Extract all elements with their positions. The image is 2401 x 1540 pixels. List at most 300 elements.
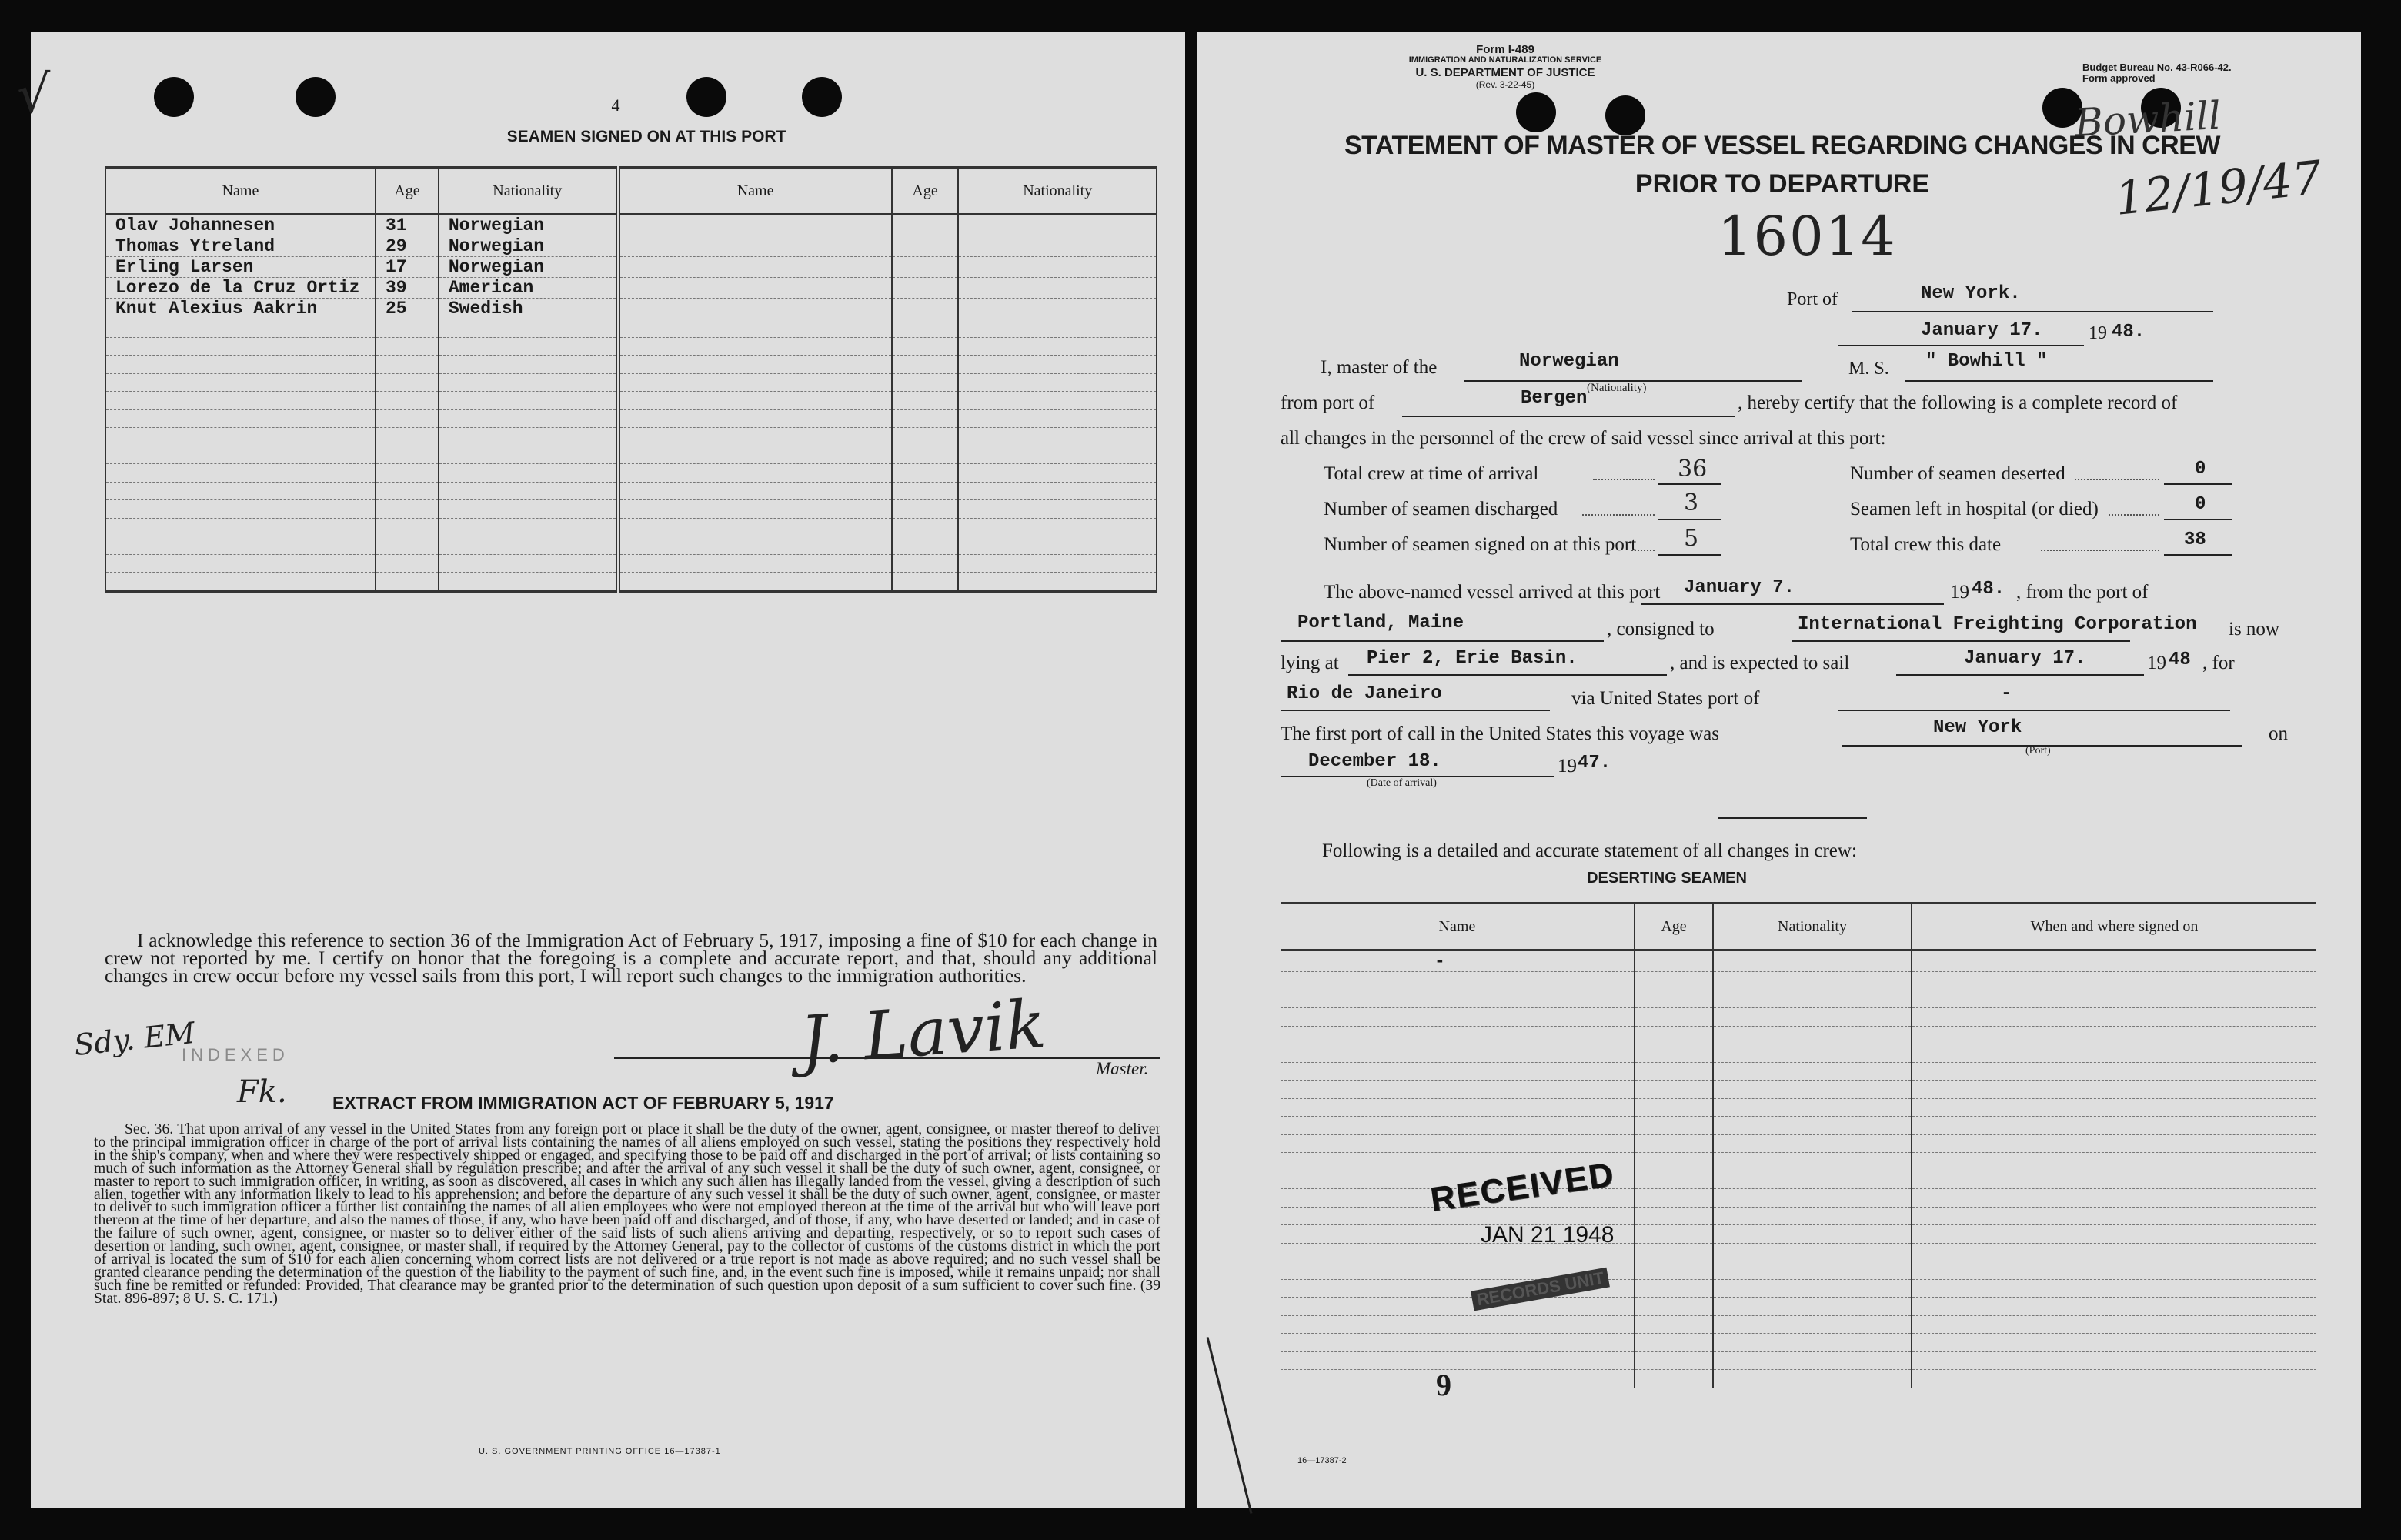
cell-age	[1635, 1261, 1713, 1280]
stat-dots	[1631, 550, 1655, 551]
punch-hole	[1516, 92, 1556, 132]
indexed-stamp: INDEXED	[182, 1045, 289, 1064]
cell-nationality	[1713, 972, 1912, 990]
master-label: Master.	[1096, 1059, 1149, 1078]
cell-nationality	[439, 554, 618, 573]
cell-when-where	[1912, 1207, 2316, 1225]
cell-nationality	[1713, 1225, 1912, 1244]
col-header-when-where: When and where signed on	[1912, 904, 2316, 950]
cell-name	[105, 356, 376, 374]
stat-line	[1658, 519, 1721, 520]
port-caption: (Port)	[2025, 745, 2051, 757]
cell-age-2	[892, 392, 959, 410]
table-row	[105, 278, 1157, 299]
cell-nationality: Norwegian	[439, 236, 618, 257]
cell-age-2	[892, 236, 959, 257]
table-row	[105, 257, 1157, 278]
vessel-name: " Bowhill "	[1925, 351, 2048, 372]
cell-nationality-2	[958, 482, 1157, 500]
cell-nationality	[1713, 1351, 1912, 1370]
cell-age	[1635, 972, 1713, 990]
table-row	[1281, 1279, 2316, 1298]
cell-name-2	[618, 299, 892, 319]
cell-name	[1281, 1026, 1635, 1044]
cell-age	[376, 500, 439, 519]
acknowledgment-text: I acknowledge this reference to section 36 of the Immigration Act of February 5, 1917, imposing a fine of $10 for each change in crew not reported by me. I certify on honor that the foregoing is a complete and accurate report, and that, should any additional changes in crew occur before my vessel sails from this port, I will report such changes to the immigration authorities.	[105, 929, 1157, 987]
cell-age-2	[892, 257, 959, 278]
table-row	[105, 392, 1157, 410]
printer-line: U. S. GOVERNMENT PRINTING OFFICE 16—17387-1	[479, 1447, 721, 1456]
cell-nationality-2	[958, 392, 1157, 410]
cell-when-where	[1912, 1044, 2316, 1063]
stat-signed-on-label: Number of seamen signed on at this port	[1324, 534, 1637, 555]
stat-dots	[2075, 479, 2159, 480]
cell-age-2	[892, 409, 959, 428]
stat-discharged-label: Number of seamen discharged	[1324, 499, 1558, 519]
cell-name: Erling Larsen	[105, 257, 376, 278]
cell-nationality-2	[958, 373, 1157, 392]
right-page	[1197, 32, 2361, 1508]
certify-text-2: all changes in the personnel of the crew of said vessel since arrival at this port:	[1281, 428, 1886, 449]
table-row	[105, 536, 1157, 555]
cell-nationality-2	[958, 257, 1157, 278]
table-row	[105, 409, 1157, 428]
cell-when-where	[1912, 1171, 2316, 1189]
from-port-line	[1402, 416, 1735, 417]
records-unit-stamp: RECORDS UNIT	[1471, 1268, 1610, 1311]
stat-dots	[1582, 514, 1655, 516]
cell-name-2	[618, 482, 892, 500]
cell-nationality	[1713, 1243, 1912, 1261]
cell-age	[376, 446, 439, 464]
table-row	[105, 573, 1157, 592]
cell-age	[376, 319, 439, 338]
arrived-line	[1641, 603, 1944, 605]
stat-hospital-value: 0	[2195, 494, 2206, 515]
cell-name: Thomas Ytreland	[105, 236, 376, 257]
cell-when-where	[1912, 1134, 2316, 1153]
cell-name	[1281, 1081, 1635, 1099]
table-row	[105, 482, 1157, 500]
cell-name	[105, 554, 376, 573]
from-port-value: Bergen	[1521, 388, 1588, 409]
table-row	[105, 356, 1157, 374]
port-line	[1852, 311, 2213, 312]
table-row	[105, 373, 1157, 392]
form-title-line-2: PRIOR TO DEPARTURE	[1635, 169, 1930, 199]
cell-name	[105, 500, 376, 519]
cell-nationality	[1713, 1026, 1912, 1044]
master-of-label: I, master of the	[1321, 357, 1438, 378]
stat-total-date-value: 38	[2184, 529, 2206, 550]
cell-name-2	[618, 446, 892, 464]
cell-name	[105, 319, 376, 338]
check-mark: √	[17, 65, 51, 125]
cell-when-where	[1912, 1334, 2316, 1352]
cell-name	[105, 464, 376, 483]
cell-age	[376, 536, 439, 555]
cell-name	[1281, 1298, 1635, 1316]
cell-nationality	[1713, 1189, 1912, 1208]
cell-name-2	[618, 337, 892, 356]
cell-age	[376, 428, 439, 446]
cell-name	[1281, 1334, 1635, 1352]
cell-name	[1281, 1351, 1635, 1370]
first-port-text: The first port of call in the United States this voyage was	[1281, 723, 1720, 744]
from-port-2: Portland, Maine	[1297, 613, 1464, 633]
col-header-name: Name	[105, 168, 376, 215]
cell-age	[1635, 1334, 1713, 1352]
cell-nationality	[1713, 990, 1912, 1008]
cell-when-where	[1912, 950, 2316, 972]
stat-line	[1658, 483, 1721, 485]
cell-nationality	[1713, 1062, 1912, 1081]
cell-nationality	[439, 392, 618, 410]
cell-name-2	[618, 278, 892, 299]
sail-line	[1896, 674, 2144, 676]
table-header-row	[1281, 904, 2316, 950]
cell-nationality	[439, 319, 618, 338]
vessel-line	[1905, 380, 2213, 382]
cell-age	[1635, 1153, 1713, 1171]
table-row	[1281, 1243, 2316, 1261]
cell-name	[1281, 1008, 1635, 1027]
table-row	[1281, 1134, 2316, 1153]
cell-age	[376, 356, 439, 374]
cell-nationality	[439, 500, 618, 519]
form-title-line-1: STATEMENT OF MASTER OF VESSEL REGARDING CHANGES IN CREW	[1344, 131, 2220, 160]
is-now-label: is now	[2229, 619, 2279, 640]
following-text: Following is a detailed and accurate statement of all changes in crew:	[1322, 840, 1857, 861]
cell-nationality-2	[958, 554, 1157, 573]
pier: Pier 2, Erie Basin.	[1367, 648, 1578, 669]
cell-name-2	[618, 464, 892, 483]
date-line	[1838, 345, 2084, 346]
agency-line-1: IMMIGRATION AND NATURALIZATION SERVICE	[1408, 55, 1602, 65]
cell-age	[1635, 1189, 1713, 1208]
cell-age	[376, 482, 439, 500]
cell-name	[105, 392, 376, 410]
cell-nationality	[439, 464, 618, 483]
cell-name	[1281, 1315, 1635, 1334]
cell-age	[1635, 1298, 1713, 1316]
stat-line	[2164, 483, 2232, 485]
table-row	[105, 215, 1157, 236]
cell-nationality-2	[958, 215, 1157, 236]
cell-name-2	[618, 500, 892, 519]
port-label: Port of	[1787, 289, 1838, 309]
cell-age: 17	[376, 257, 439, 278]
cell-name	[105, 482, 376, 500]
deserting-seamen-table	[1281, 902, 2316, 1388]
cell-age-2	[892, 554, 959, 573]
cell-age	[376, 392, 439, 410]
cell-age	[376, 337, 439, 356]
cell-name	[1281, 1117, 1635, 1135]
annotation-fk: Fk.	[237, 1074, 287, 1110]
punch-hole	[296, 77, 336, 117]
cell-name: -	[1281, 950, 1635, 972]
stat-total-arrival-value: 36	[1678, 456, 1708, 483]
cell-nationality	[1713, 1098, 1912, 1117]
cell-age-2	[892, 446, 959, 464]
cell-name	[1281, 972, 1635, 990]
cell-age	[1635, 1370, 1713, 1388]
cell-age	[376, 573, 439, 592]
cell-nationality-2	[958, 518, 1157, 536]
cell-nationality	[1713, 950, 1912, 972]
cell-age-2	[892, 278, 959, 299]
cell-when-where	[1912, 1098, 2316, 1117]
cell-nationality	[1713, 1117, 1912, 1135]
cell-age: 39	[376, 278, 439, 299]
cell-name	[1281, 1062, 1635, 1081]
cell-nationality-2	[958, 278, 1157, 299]
cell-age	[1635, 1098, 1713, 1117]
via-line	[1838, 710, 2230, 711]
col-header-age-2: Age	[892, 168, 959, 215]
handwritten-ship-name: Bowhill	[2073, 93, 2222, 145]
cell-nationality	[439, 337, 618, 356]
cell-when-where	[1912, 1279, 2316, 1298]
cell-name-2	[618, 319, 892, 338]
stat-total-arrival-label: Total crew at time of arrival	[1324, 463, 1539, 484]
table-row	[105, 428, 1157, 446]
revision-date: (Rev. 3-22-45)	[1475, 79, 1535, 90]
cell-nationality	[439, 373, 618, 392]
cell-age	[1635, 1081, 1713, 1099]
cell-when-where	[1912, 1243, 2316, 1261]
cell-when-where	[1912, 1117, 2316, 1135]
cell-nationality-2	[958, 428, 1157, 446]
cell-age	[1635, 1171, 1713, 1189]
cell-age	[1635, 1225, 1713, 1244]
cell-nationality-2	[958, 356, 1157, 374]
page-number: 4	[611, 95, 620, 115]
section-title: SEAMEN SIGNED ON AT THIS PORT	[506, 128, 786, 145]
stat-line	[2164, 519, 2232, 520]
cell-nationality	[1713, 1370, 1912, 1388]
cell-nationality	[1713, 1207, 1912, 1225]
vessel-prefix: M. S.	[1848, 359, 1889, 379]
separator	[1718, 817, 1867, 819]
cell-age-2	[892, 319, 959, 338]
cell-when-where	[1912, 1225, 2316, 1244]
cell-age	[1635, 1207, 1713, 1225]
table-row	[1281, 1062, 2316, 1081]
cell-age: 31	[376, 215, 439, 236]
seamen-signed-on-table	[105, 166, 1157, 593]
cell-nationality-2	[958, 236, 1157, 257]
deserting-title: DESERTING SEAMEN	[1587, 870, 1747, 887]
cell-age	[1635, 950, 1713, 972]
cell-name	[1281, 1044, 1635, 1063]
table-row	[105, 319, 1157, 338]
table-row	[1281, 1261, 2316, 1280]
cell-age	[1635, 1243, 1713, 1261]
cell-nationality	[1713, 1134, 1912, 1153]
lying-at-label: lying at	[1281, 653, 1339, 673]
cell-when-where	[1912, 1189, 2316, 1208]
cell-nationality	[439, 573, 618, 592]
table-header-row	[105, 168, 1157, 215]
cell-age-2	[892, 428, 959, 446]
cell-age	[1635, 1026, 1713, 1044]
date-of-arrival-caption: (Date of arrival)	[1367, 777, 1437, 789]
cell-age	[1635, 1134, 1713, 1153]
via-label: via United States port of	[1571, 688, 1760, 709]
cell-nationality-2	[958, 409, 1157, 428]
cell-name	[1281, 1134, 1635, 1153]
cell-when-where	[1912, 1026, 2316, 1044]
arrived-date: January 7.	[1684, 577, 1795, 598]
cell-age-2	[892, 337, 959, 356]
cell-name-2	[618, 356, 892, 374]
cell-age-2	[892, 373, 959, 392]
cell-when-where	[1912, 1062, 2316, 1081]
cell-nationality	[439, 482, 618, 500]
cell-nationality: Swedish	[439, 299, 618, 319]
punch-hole	[154, 77, 194, 117]
table-row	[105, 554, 1157, 573]
cell-name: Knut Alexius Aakrin	[105, 299, 376, 319]
cell-nationality-2	[958, 446, 1157, 464]
cell-age-2	[892, 518, 959, 536]
table-row	[1281, 1098, 2316, 1117]
stat-dots	[1593, 479, 1655, 480]
cell-nationality-2	[958, 337, 1157, 356]
arrival-year-suffix: 47.	[1578, 753, 1611, 773]
cell-age	[376, 464, 439, 483]
cell-nationality	[1713, 1153, 1912, 1171]
cell-when-where	[1912, 1315, 2316, 1334]
date-value: January 17.	[1921, 320, 2043, 341]
cell-nationality-2	[958, 500, 1157, 519]
cell-nationality-2	[958, 319, 1157, 338]
stat-total-date-label: Total crew this date	[1850, 534, 2002, 555]
table-row	[1281, 1008, 2316, 1027]
cell-name	[105, 409, 376, 428]
from-the-port-of: , from the port of	[2016, 582, 2149, 603]
stat-hospital-label: Seamen left in hospital (or died)	[1850, 499, 2099, 519]
margin-scratch	[1206, 1337, 1252, 1514]
cell-name: Lorezo de la Cruz Ortiz	[105, 278, 376, 299]
table-row	[1281, 990, 2316, 1008]
cell-age	[1635, 1279, 1713, 1298]
cell-age	[376, 409, 439, 428]
cell-age	[1635, 1044, 1713, 1063]
cell-age-2	[892, 356, 959, 374]
cell-name-2	[618, 392, 892, 410]
date-year-prefix: 19	[2089, 323, 2107, 343]
col-header-age: Age	[1635, 904, 1713, 950]
cell-name	[1281, 1098, 1635, 1117]
cell-nationality	[1713, 1081, 1912, 1099]
pier-line	[1348, 674, 1667, 676]
cell-nationality-2	[958, 573, 1157, 592]
received-stamp: RECEIVED	[1428, 1155, 1618, 1219]
handwritten-date: 12/19/47	[2112, 151, 2325, 226]
stat-discharged-value: 3	[1684, 489, 1699, 516]
from-port-label: from port of	[1281, 393, 1375, 413]
stat-signed-on-value: 5	[1684, 525, 1699, 552]
annotation-sdy: Sdy. EM	[72, 1015, 197, 1063]
cell-age-2	[892, 299, 959, 319]
stat-line	[1658, 554, 1721, 556]
cell-name	[105, 573, 376, 592]
cell-when-where	[1912, 1008, 2316, 1027]
cell-age	[1635, 1351, 1713, 1370]
table-row	[1281, 950, 2316, 972]
col-header-nationality-2: Nationality	[958, 168, 1157, 215]
arrived-year-suffix: 48.	[1972, 579, 2005, 600]
table-row	[105, 236, 1157, 257]
cell-nationality: Norwegian	[439, 215, 618, 236]
cell-nationality	[439, 518, 618, 536]
via-value: -	[2001, 683, 2012, 704]
arrival-year: 19	[1558, 756, 1577, 777]
cell-when-where	[1912, 1153, 2316, 1171]
stat-dots	[2041, 550, 2159, 551]
cell-when-where	[1912, 1261, 2316, 1280]
cell-age-2	[892, 215, 959, 236]
cell-age-2	[892, 573, 959, 592]
col-header-name-2: Name	[618, 168, 892, 215]
arrival-date-value: December 18.	[1308, 751, 1441, 772]
cell-nationality	[1713, 1334, 1912, 1352]
cell-name	[1281, 990, 1635, 1008]
printer-line: 16—17387-2	[1297, 1456, 1347, 1465]
for-label: , for	[2202, 653, 2235, 673]
col-header-age: Age	[376, 168, 439, 215]
cell-age-2	[892, 464, 959, 483]
table-row	[1281, 1153, 2316, 1171]
cell-when-where	[1912, 1081, 2316, 1099]
nationality-value: Norwegian	[1519, 351, 1619, 372]
cell-age	[376, 373, 439, 392]
form-approved: Form approved	[2082, 72, 2156, 84]
table-row	[105, 446, 1157, 464]
expected-to-sail-label: , and is expected to sail	[1670, 653, 1850, 673]
cell-nationality	[439, 409, 618, 428]
stat-deserted-label: Number of seamen deserted	[1850, 463, 2065, 484]
cell-nationality	[1713, 1008, 1912, 1027]
master-signature: J. Lavik	[797, 985, 1049, 1081]
destination-line	[1281, 710, 1550, 711]
date-year-suffix: 48.	[2112, 322, 2146, 342]
cell-name	[105, 373, 376, 392]
cell-nationality	[1713, 1044, 1912, 1063]
cell-age	[1635, 1062, 1713, 1081]
table-row	[1281, 1026, 2316, 1044]
cell-age	[1635, 1315, 1713, 1334]
from-port-2-line	[1281, 640, 1604, 642]
punch-hole	[1605, 95, 1645, 135]
cell-name-2	[618, 428, 892, 446]
stat-dots	[2109, 514, 2159, 516]
first-port-value: New York	[1933, 717, 2022, 738]
cell-name	[1281, 1370, 1635, 1388]
sail-year-suffix: 48	[2169, 650, 2191, 670]
cell-age	[1635, 1117, 1713, 1135]
cell-nationality	[1713, 1261, 1912, 1280]
col-header-nationality: Nationality	[439, 168, 618, 215]
table-row	[105, 464, 1157, 483]
cell-name-2	[618, 373, 892, 392]
table-row	[1281, 1081, 2316, 1099]
cell-name-2	[618, 257, 892, 278]
cell-nationality	[439, 428, 618, 446]
